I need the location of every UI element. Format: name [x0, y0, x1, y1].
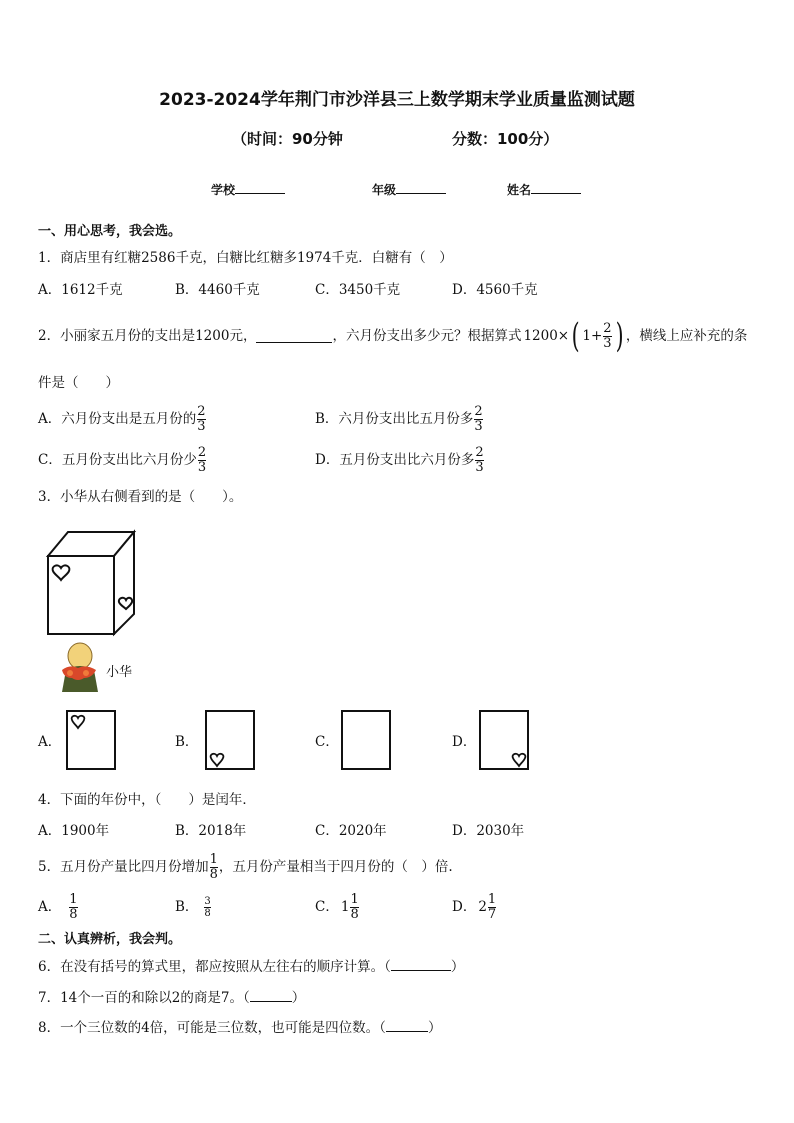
- q2-option-b[interactable]: [315, 401, 484, 437]
- question-7: [38, 988, 305, 1007]
- question-2: [38, 318, 747, 354]
- q5-option-c-numerator: 1: [350, 891, 359, 907]
- q2-text-c: ，横线上应补充的条: [625, 328, 748, 344]
- q5-option-d-denominator: 7: [487, 906, 497, 922]
- q5-option-a-fraction: [69, 893, 77, 922]
- school-label: 学校: [211, 183, 236, 197]
- q2-option-c-fraction: [198, 446, 206, 475]
- q2-text-a: 2．小丽家五月份的支出是1200元，: [38, 328, 257, 344]
- q2-answer-blank[interactable]: [256, 329, 332, 343]
- q5-option-b-label: B．: [175, 899, 199, 915]
- question-3: 3．小华从右侧看到的是（ ）。: [38, 489, 243, 505]
- q2-option-a-fraction: [197, 405, 205, 434]
- question-5: [38, 848, 453, 886]
- q6-text: 6．在没有括号的算式里，都应按照从左往右的顺序计算。（: [38, 959, 391, 975]
- q7-text: 7．14个一百的和除以2的商是7。（: [38, 990, 250, 1006]
- q5-option-b-numerator: 3: [204, 895, 211, 907]
- q5-option-c[interactable]: [315, 888, 360, 926]
- q5-option-d-numerator: 1: [487, 891, 497, 907]
- q5-option-d-fraction: [488, 893, 496, 922]
- q2-option-b-fraction: [474, 405, 482, 434]
- q2-formula-denominator: 3: [603, 335, 612, 351]
- q5-denominator: 8: [209, 866, 218, 882]
- school-blank[interactable]: [235, 181, 285, 194]
- q8-answer-blank[interactable]: [386, 1018, 428, 1032]
- q2-formula-one: 1+: [582, 328, 603, 344]
- school-field[interactable]: [211, 181, 285, 199]
- q8-close: ）: [427, 1020, 442, 1036]
- exam-score: 分数：100分）: [452, 130, 559, 148]
- q2-option-a[interactable]: [38, 401, 207, 437]
- q3-option-b-square[interactable]: [205, 710, 255, 770]
- q2-option-d-denominator: 3: [475, 459, 484, 475]
- q5-text-b: ，五月份产量相当于四月份的（ ）倍.: [218, 859, 453, 875]
- q2-option-c-numerator: 2: [197, 444, 207, 460]
- q4-option-c[interactable]: C．2020年: [315, 823, 387, 839]
- q2-option-a-label: A．六月份支出是五月份的: [38, 411, 197, 427]
- name-field[interactable]: [507, 181, 581, 199]
- q5-fraction: [210, 853, 218, 882]
- q2-option-d-fraction: [475, 446, 483, 475]
- q2-option-d-numerator: 2: [475, 444, 484, 460]
- question-8: [38, 1018, 441, 1037]
- q2-formula: [523, 318, 625, 354]
- q5-option-a-denominator: 8: [69, 906, 78, 922]
- q5-option-c-denominator: 8: [350, 906, 359, 922]
- q5-option-c-whole: 1: [340, 899, 350, 915]
- exam-time: （时间：90分钟: [232, 130, 343, 148]
- q5-option-b-denominator: 8: [204, 907, 211, 919]
- q5-option-b[interactable]: [175, 888, 212, 926]
- question-1: 1．商店里有红糖2586千克，白糖比红糖多1974千克．白糖有（ ）: [38, 250, 453, 266]
- q3-option-d-label[interactable]: D．: [452, 734, 477, 750]
- q3-option-b-heart-icon: [209, 752, 225, 768]
- q7-close: ）: [291, 990, 306, 1006]
- q3-option-d-square[interactable]: [479, 710, 529, 770]
- q2-formula-numerator: 2: [603, 320, 612, 336]
- q2-option-c[interactable]: [38, 442, 207, 478]
- q2-option-d-label: D．五月份支出比六月份多: [315, 452, 475, 468]
- person-xiaohua-icon: [56, 640, 104, 692]
- q5-option-d-whole: 2: [478, 899, 487, 915]
- grade-label: 年级: [372, 183, 397, 197]
- q2-option-a-denominator: 3: [197, 418, 206, 434]
- q2-option-c-denominator: 3: [197, 459, 207, 475]
- q7-answer-blank[interactable]: [250, 988, 292, 1002]
- q5-option-a-numerator: 1: [69, 891, 78, 907]
- section-1-heading: 一、用心思考，我会选。: [38, 224, 182, 239]
- q4-option-d[interactable]: D．2030年: [452, 823, 525, 839]
- q5-text-a: 5．五月份产量比四月份增加: [38, 859, 209, 875]
- q5-numerator: 1: [209, 851, 218, 867]
- grade-field[interactable]: [372, 181, 446, 199]
- q5-option-d-label: D．: [452, 899, 477, 915]
- grade-blank[interactable]: [396, 181, 446, 194]
- q5-option-a-label: A．: [38, 899, 62, 915]
- q6-answer-blank[interactable]: [391, 957, 451, 971]
- q5-option-b-fraction: [204, 896, 210, 919]
- q6-close: ）: [450, 959, 465, 975]
- name-label: 姓名: [507, 183, 532, 197]
- q2-option-d[interactable]: [315, 442, 485, 478]
- person-label: 小华: [106, 665, 133, 680]
- q2-formula-fraction: [603, 322, 611, 351]
- question-6: [38, 957, 464, 976]
- q2-left-paren: (: [571, 316, 580, 356]
- q3-option-a-heart-icon: [70, 714, 86, 730]
- q5-option-a[interactable]: [38, 888, 79, 926]
- section-2-heading: 二、认真辨析，我会判。: [38, 932, 182, 947]
- question-4: 4．下面的年份中，（ ）是闰年．: [38, 792, 256, 808]
- q2-option-b-numerator: 2: [474, 403, 483, 419]
- cube-illustration: [44, 528, 140, 638]
- q3-option-c-square[interactable]: [341, 710, 391, 770]
- q3-option-c-label[interactable]: C．: [315, 734, 339, 750]
- q1-option-b[interactable]: B．4460千克: [175, 282, 260, 298]
- q2-option-c-label: C．五月份支出比六月份少: [38, 452, 197, 468]
- name-blank[interactable]: [531, 181, 581, 194]
- q2-option-b-label: B．六月份支出比五月份多: [315, 411, 474, 427]
- q1-option-d[interactable]: D．4560千克: [452, 282, 538, 298]
- q4-option-b[interactable]: B．2018年: [175, 823, 247, 839]
- q3-option-d-heart-icon: [511, 752, 527, 768]
- q2-text-d: 件是（ ）: [38, 375, 119, 391]
- q4-option-a[interactable]: A．1900年: [38, 823, 110, 839]
- q5-option-c-label: C．: [315, 899, 339, 915]
- q2-formula-1200: 1200×: [523, 328, 570, 344]
- q2-text-b: ，六月份支出多少元？根据算式: [332, 328, 522, 344]
- q3-option-b-label[interactable]: B．: [175, 734, 199, 750]
- q5-option-c-fraction: [350, 893, 358, 922]
- q1-option-c[interactable]: C．3450千克: [315, 282, 401, 298]
- q2-option-b-denominator: 3: [474, 418, 483, 434]
- q3-option-a-label[interactable]: A．: [38, 734, 62, 750]
- q5-option-d[interactable]: [452, 888, 497, 926]
- q2-option-a-numerator: 2: [197, 403, 206, 419]
- q3-option-a-square[interactable]: [66, 710, 116, 770]
- q8-text: 8．一个三位数的4倍，可能是三位数，也可能是四位数。（: [38, 1020, 386, 1036]
- q2-right-paren: ): [615, 316, 624, 356]
- q1-option-a[interactable]: A．1612千克: [38, 282, 123, 298]
- page-title: 2023-2024学年荆门市沙洋县三上数学期末学业质量监测试题: [159, 90, 635, 110]
